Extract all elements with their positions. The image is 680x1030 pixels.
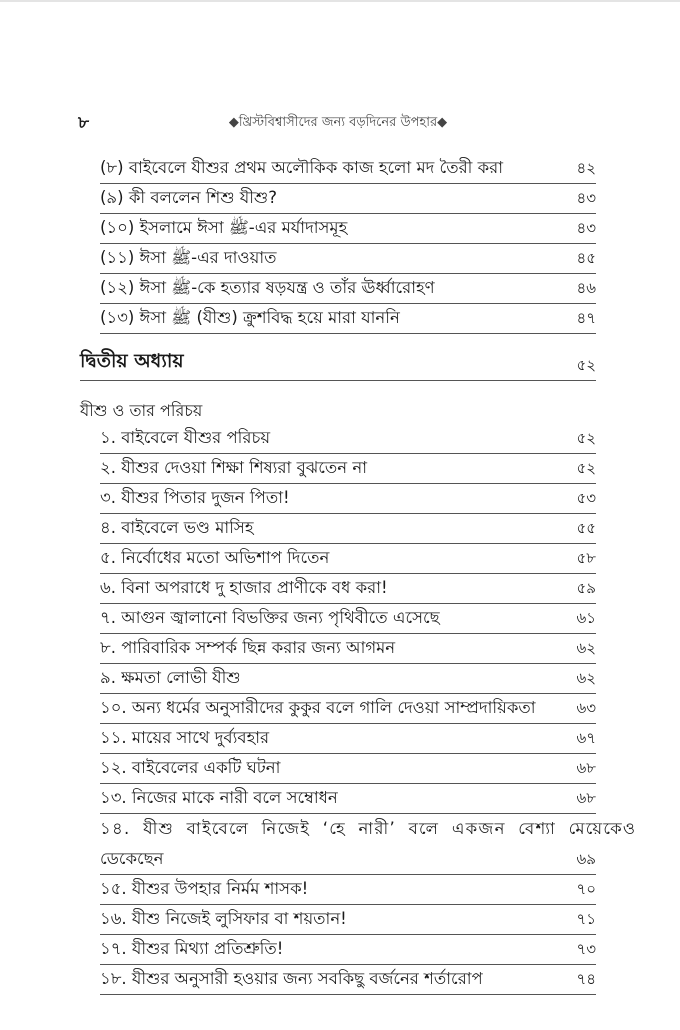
toc-entry[interactable]	[100, 304, 596, 334]
toc-entry-title: ১. বাইবেলে যীশুর পরিচয়	[100, 428, 271, 447]
toc-entry-page: ৬৯	[576, 850, 596, 868]
toc-entry-page: ৬১	[576, 609, 596, 627]
toc-entry[interactable]	[100, 184, 596, 214]
toc-entry-line2[interactable]	[100, 845, 596, 875]
toc-entry-title: ১৫. যীশুর উপহার নির্মম শাসক!	[100, 879, 309, 898]
toc-entry[interactable]	[100, 544, 596, 574]
page-header	[78, 110, 598, 136]
toc-entry[interactable]	[100, 424, 596, 454]
toc-entry-page: ৭১	[576, 910, 596, 928]
toc-entry[interactable]	[100, 634, 596, 664]
toc-entry-page: ৭৪	[576, 970, 596, 988]
toc-entry-title: ৪. বাইবেলে ভণ্ড মাসিহ	[100, 518, 254, 537]
chapter-page: ৫২	[576, 356, 596, 374]
toc-entry-title: (১০) ইসলামে ঈসা ﷺ-এর মর্যাদাসমূহ	[100, 218, 348, 237]
toc-entry-title: (১১) ঈসা ﷺ-এর দাওয়াত	[100, 248, 277, 267]
toc-entry[interactable]	[100, 454, 596, 484]
page-number: ৮	[78, 113, 90, 133]
toc-entry[interactable]	[100, 574, 596, 604]
toc-entry[interactable]	[100, 754, 596, 784]
chapter-title: দ্বিতীয় অধ্যায়	[80, 350, 184, 372]
toc-entry-title: ১৩. নিজের মাকে নারী বলে সম্বোধন	[100, 788, 338, 807]
toc-entry-title: ২. যীশুর দেওয়া শিক্ষা শিষ্যরা বুঝতেন না	[100, 458, 367, 477]
toc-entry-page: ৪৭	[576, 309, 596, 327]
toc-entry-page: ৬৩	[576, 699, 596, 717]
toc-entry[interactable]	[100, 514, 596, 544]
toc-entry-page: ৫২	[576, 429, 596, 447]
toc-entry-title: ১২. বাইবেলের একটি ঘটনা	[100, 758, 281, 777]
toc-entry[interactable]	[100, 724, 596, 754]
toc-entry[interactable]	[100, 244, 596, 274]
toc-entry[interactable]	[100, 604, 596, 634]
toc-entry[interactable]	[100, 664, 596, 694]
toc-entry-title: ৫. নির্বোধের মতো অভিশাপ দিতেন	[100, 548, 330, 567]
toc-entry-page: ৪৫	[576, 249, 596, 267]
toc-entry[interactable]	[100, 875, 596, 905]
toc-entry-page: ৬২	[576, 669, 596, 687]
toc-entry-page: ৪৩	[576, 189, 596, 207]
toc-entry-title: ১৬. যীশু নিজেই লুসিফার বা শয়তান!	[100, 909, 347, 928]
toc-entry[interactable]	[100, 935, 596, 965]
toc-entry[interactable]	[100, 965, 596, 995]
toc-entry[interactable]	[100, 694, 596, 724]
toc-entry-title: ১০. অন্য ধর্মের অনুসারীদের কুকুর বলে গালি দেওয়া সাম্প্রদায়িকতা	[100, 698, 536, 717]
toc-entry-title: (১২) ঈসা ﷺ-কে হত্যার ষড়যন্ত্র ও তাঁর ঊর্ধ্বারোহণ	[100, 278, 435, 297]
toc-entry-page: ৫৫	[576, 519, 596, 537]
toc-entry-page: ৭৩	[576, 940, 596, 958]
toc-entry-page: ৫২	[576, 459, 596, 477]
toc-entry-title: (৮) বাইবেলে যীশুর প্রথম অলৌকিক কাজ হলো মদ তৈরী করা	[100, 158, 504, 177]
chapter-heading[interactable]	[80, 350, 596, 381]
toc-entry-page: ৪৬	[576, 279, 596, 297]
toc-entry-title-cont: ডেকেছেন	[100, 849, 164, 868]
toc-entry-title: ৯. ক্ষমতা লোভী যীশু	[100, 668, 241, 687]
toc-entry-page: ৪২	[576, 159, 596, 177]
toc-entry[interactable]	[100, 154, 596, 184]
toc-entry-title: (১৩) ঈসা ﷺ (যীশু) ক্রুশবিদ্ধ হয়ে মারা যাননি	[100, 308, 400, 327]
toc-entry[interactable]	[100, 484, 596, 514]
toc-entry[interactable]	[100, 905, 596, 935]
toc-entry-page: ৫৯	[576, 579, 596, 597]
toc-entry-page: ৬২	[576, 639, 596, 657]
toc-entry-page: ৫৩	[576, 489, 596, 507]
toc-entry-line1[interactable]	[100, 815, 637, 844]
toc-entry-page: ৭০	[576, 880, 596, 898]
toc-entry-title: ৭. আগুন জ্বালানো বিভক্তির জন্য পৃথিবীতে এসেছে	[100, 608, 440, 627]
toc-entry-title: (৯) কী বললেন শিশু যীশু?	[100, 188, 277, 207]
toc-entry-title: ৮. পারিবারিক সম্পর্ক ছিন্ন করার জন্য আগমন	[100, 638, 396, 657]
toc-entry-page: ৪৩	[576, 219, 596, 237]
toc-entry[interactable]	[100, 214, 596, 244]
toc-entry-page: ৫৮	[576, 549, 596, 567]
toc-entry-title: ১৭. যীশুর মিথ্যা প্রতিশ্রুতি!	[100, 939, 284, 958]
toc-entry-title: ১৮. যীশুর অনুসারী হওয়ার জন্য সবকিছু বর্জনের শর্তারোপ	[100, 969, 483, 988]
toc-entry[interactable]	[100, 274, 596, 304]
toc-entry-title: ৩. যীশুর পিতার দুজন পিতা!	[100, 488, 290, 507]
toc-entry-title: ৬. বিনা অপরাধে দু হাজার প্রাণীকে বধ করা!	[100, 578, 388, 597]
toc-entry-title: ১১. মায়ের সাথে দুর্ব্যবহার	[100, 728, 270, 747]
toc-entry-page: ৬৮	[576, 789, 596, 807]
top-border	[0, 0, 680, 2]
toc-entry[interactable]	[100, 784, 596, 814]
toc-entry-page: ৬৮	[576, 759, 596, 777]
toc-entry-title: ১৪. যীশু বাইবেলে নিজেই ‘হে নারী’ বলে একজন বেশ্যা মেয়েকেও	[100, 819, 637, 838]
toc-entry-page: ৬৭	[576, 729, 596, 747]
chapter-subtitle: যীশু ও তার পরিচয়	[80, 401, 203, 420]
running-title: ◆খ্রিস্টবিশ্বাসীদের জন্য বড়দিনের উপহার◆	[228, 115, 448, 130]
